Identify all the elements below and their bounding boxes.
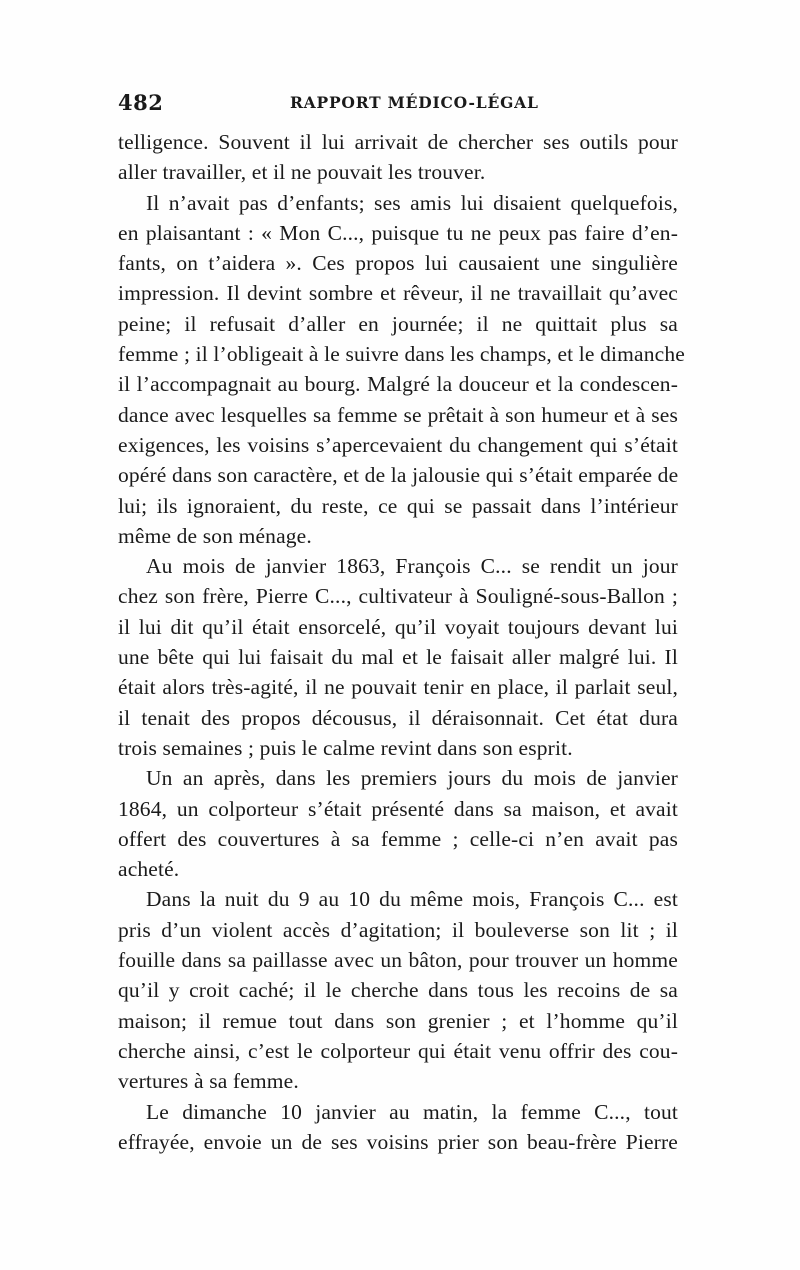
text-line: pris d’un violent accès d’agitation; il bouleverse son lit ; il — [118, 917, 678, 942]
text-line: il tenait des propos décousus, il déraisonnait. Cet état dura — [118, 705, 678, 730]
running-head — [118, 90, 678, 120]
text-line: 1864, un colporteur s’était présenté dans sa maison, et avait — [118, 796, 678, 821]
text-line: impression. Il devint sombre et rêveur, il ne travaillait qu’avec — [118, 281, 678, 306]
text-line: peine; il refusait d’aller en journée; il ne quittait plus sa — [118, 311, 678, 336]
text-line: fants, on t’aidera ». Ces propos lui causaient une singulière — [118, 251, 678, 276]
text-line: même de son ménage. — [118, 523, 312, 548]
text-line: fouille dans sa paillasse avec un bâton, pour trouver un homme — [118, 948, 678, 973]
text-line: Un an après, dans les premiers jours du mois de janvier — [146, 766, 678, 791]
text-line: Le dimanche 10 janvier au matin, la femme C..., tout — [146, 1099, 678, 1124]
text-line: une bête qui lui faisait du mal et le faisait aller malgré lui. Il — [118, 645, 678, 670]
text-line: Dans la nuit du 9 au 10 du même mois, François C... est — [146, 887, 678, 912]
text-line: exigences, les voisins s’apercevaient du changement qui s’était — [118, 432, 678, 457]
text-line: Au mois de janvier 1863, François C... se rendit un jour — [146, 554, 678, 579]
text-line: cherche ainsi, c’est le colporteur qui était venu offrir des cou- — [118, 1038, 678, 1063]
text-line: Il n’avait pas d’enfants; ses amis lui disaient quelquefois, — [146, 190, 678, 215]
running-title: RAPPORT MÉDICO-LÉGAL — [290, 93, 539, 112]
text-line: maison; il remue tout dans son grenier ; et l’homme qu’il — [118, 1008, 678, 1033]
text-line: trois semaines ; puis le calme revint dans son esprit. — [118, 735, 573, 760]
text-line: il l’accompagnait au bourg. Malgré la douceur et la condescen- — [118, 372, 678, 397]
text-line: était alors très-agité, il ne pouvait tenir en place, il parlait seul, — [118, 675, 678, 700]
text-line: aller travailler, et il ne pouvait les trouver. — [118, 160, 486, 185]
body-text — [118, 127, 685, 1157]
text-line: femme ; il l’obligeait à le suivre dans les champs, et le dimanche — [118, 342, 685, 367]
text-line: en plaisantant : « Mon C..., puisque tu ne peux pas faire d’en- — [118, 220, 678, 245]
text-line: qu’il y croit caché; il le cherche dans tous les recoins de sa — [118, 978, 678, 1003]
text-line: telligence. Souvent il lui arrivait de chercher ses outils pour — [118, 130, 678, 154]
text-line: vertures à sa femme. — [118, 1069, 299, 1094]
text-line: chez son frère, Pierre C..., cultivateur à Souligné-sous-Ballon ; — [118, 584, 678, 609]
text-line: acheté. — [118, 857, 180, 882]
page-number: 482 — [118, 90, 164, 115]
text-line: il lui dit qu’il était ensorcelé, qu’il voyait toujours devant lui — [118, 614, 678, 639]
text-line: offert des couvertures à sa femme ; celle-ci n’en avait pas — [118, 826, 678, 851]
text-line: opéré dans son caractère, et de la jalousie qui s’était emparée de — [118, 463, 679, 488]
text-line: dance avec lesquelles sa femme se prêtait à son humeur et à ses — [118, 402, 678, 427]
text-line: effrayée, envoie un de ses voisins prier son beau-frère Pierre — [118, 1129, 678, 1154]
text-line: lui; ils ignoraient, du reste, ce qui se passait dans l’intérieur — [118, 493, 678, 518]
